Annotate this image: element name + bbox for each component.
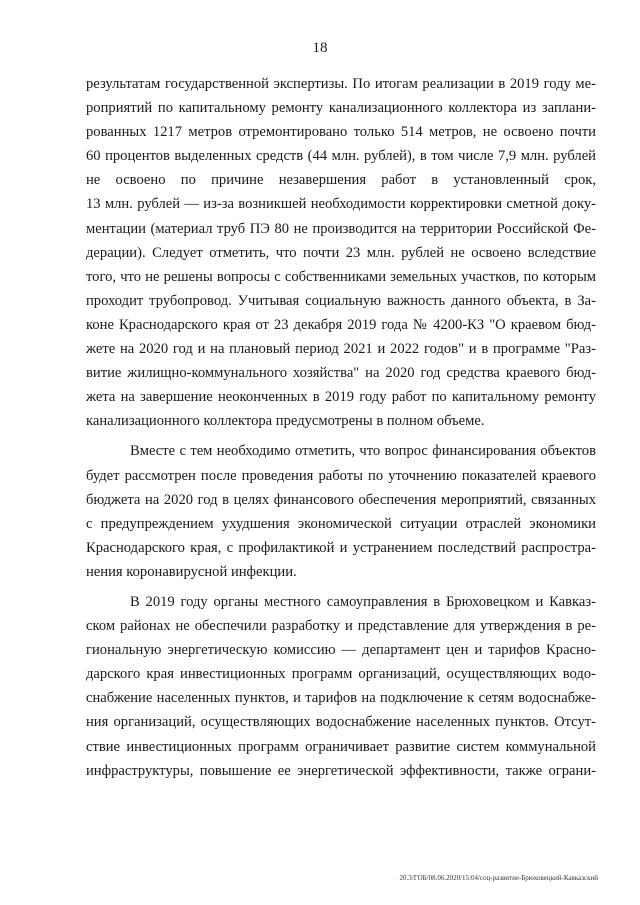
text-line: дарского края инвестиционных программ организаций, осуществляющих водо- [86,666,596,683]
text-line: бюджета на 2020 год в целях финансового обеспечения мероприятий, связанных [86,491,596,508]
text-line: с предупреждением ухудшения экономической ситуации отраслей экономики [86,515,596,532]
text-line: В 2019 году органы местного самоуправления в Брюховецком и Кавказ- [130,593,596,610]
text-line: Краснодарского края, с профилактикой и устранением последствий распростра- [86,539,596,556]
body-text [86,72,596,783]
document-footer-code: 20.3/ГОБ/08.06.2020/15:04/соц-развитие-Брюховецкий-Кавказский [399,874,598,882]
text-line: жета на завершение неоконченных в 2019 году работ по капитальному ремонту [86,389,596,406]
text-line: ментации (материал труб ПЭ 80 не производится на территории Российской Фе- [86,220,596,237]
text-line: роприятий по капитальному ремонту канализационного коллектора из заплани- [86,100,596,117]
paragraph [86,590,596,783]
text-line: 60 процентов выделенных средств (44 млн. рублей), в том числе 7,9 млн. рублей [86,148,596,165]
text-line: ния организаций, осуществляющих водоснабжение населенных пунктов. Отсут- [86,714,596,731]
text-line: нения коронавирусной инфекции. [86,563,297,580]
text-line: результатам государственной экспертизы. По итогам реализации в 2019 году ме- [86,76,596,92]
text-line: Вместе с тем необходимо отметить, что вопрос финансирования объектов [130,443,596,460]
page-number: 18 [312,40,328,56]
text-line: 13 млн. рублей — из-за возникшей необходимости корректировки сметной доку- [86,196,596,213]
text-line: не освоено по причине незавершения работ в установленный срок, [86,172,596,189]
paragraph [86,72,596,433]
text-line: того, что не решены вопросы с собственниками земельных участков, по которым [86,268,596,285]
text-line: канализационного коллектора предусмотрены в полном объеме. [86,413,485,430]
text-line: дерации). Следует отметить, что почти 23 млн. рублей не освоено вследствие [86,244,596,261]
text-line: жете на 2020 год и на плановый период 2021 и 2022 годов" и в программе "Раз- [86,341,596,358]
text-line: будет рассмотрен после проведения работы по уточнению показателей краевого [86,467,596,484]
text-line: ствие инвестиционных программ ограничивает развитие систем коммунальной [86,738,596,755]
paragraph [86,439,596,584]
text-line: инфраструктуры, повышение ее энергетической эффективности, также ограни- [86,762,596,779]
text-line: витие жилищно-коммунального хозяйства" на 2020 год средства краевого бюд- [86,365,596,382]
text-line: коне Краснодарского края от 23 декабря 2019 года № 4200-КЗ "О краевом бюд- [86,316,596,333]
text-line: гиональную энергетическую комиссию — департамент цен и тарифов Красно- [86,642,596,659]
text-line: проходит трубопровод. Учитывая социальную важность данного объекта, в За- [86,292,596,309]
text-line: ском районах не обеспечили разработку и представление для утверждения в ре- [86,618,596,635]
text-line: снабжение населенных пунктов, и тарифов на подключение к сетям водоснабже- [86,690,596,707]
text-line: рованных 1217 метров отремонтировано только 514 метров, не освоено почти [86,124,596,141]
